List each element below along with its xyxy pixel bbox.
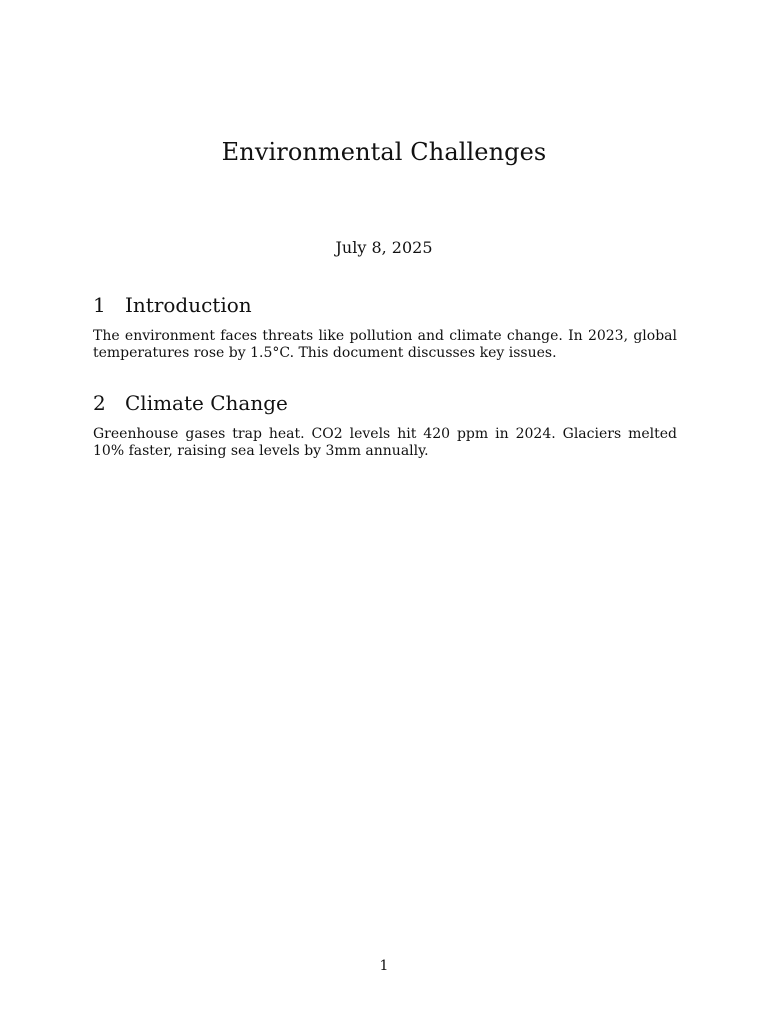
section-paragraph: Greenhouse gases trap heat. CO2 levels hit 420 ppm in 2024. Glaciers melted 10% faster, raising sea levels by 3mm annually. [93, 426, 677, 459]
section-title: Climate Change [125, 391, 288, 415]
section-climate-change [93, 390, 677, 460]
section-heading [93, 390, 677, 416]
section-number: 2 [93, 391, 106, 415]
section-paragraph: The environment faces threats like pollution and climate change. In 2023, global temperatures rose by 1.5°C. This document discusses key issues. [93, 328, 677, 361]
document-title: Environmental Challenges [221, 138, 547, 166]
page-number: 1 [379, 958, 389, 974]
section-heading [93, 292, 677, 318]
document-date: July 8, 2025 [335, 238, 433, 257]
section-title: Introduction [125, 293, 252, 317]
section-introduction [93, 292, 677, 362]
section-number: 1 [93, 293, 106, 317]
